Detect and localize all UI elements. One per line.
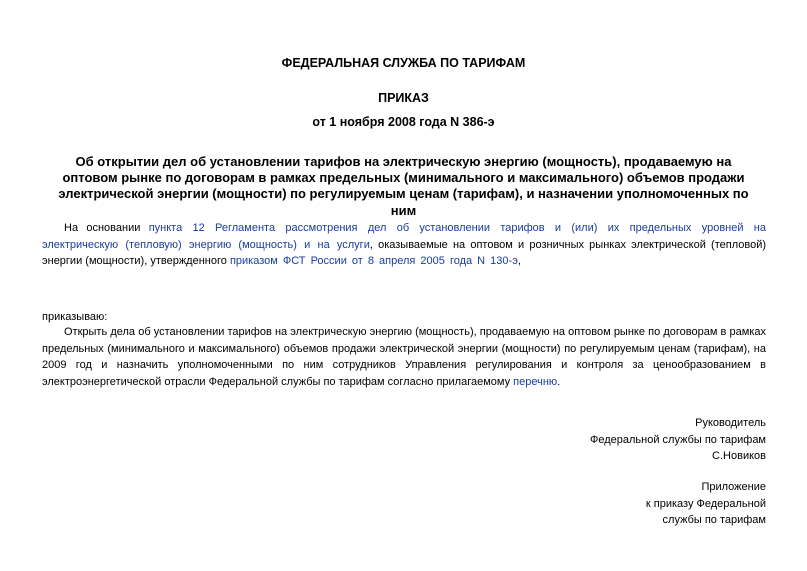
signature-agency: Федеральной службы по тарифам (590, 433, 766, 446)
agency-heading: ФЕДЕРАЛЬНАЯ СЛУЖБА ПО ТАРИФАМ (281, 56, 526, 70)
fst-order-link[interactable]: приказом ФСТ России от 8 апреля 2005 года N 130-э (229, 255, 518, 267)
signature-block (466, 415, 766, 465)
appendix-ref-line2: службы по тарифам (662, 514, 766, 526)
appendix-title: Приложение (701, 481, 766, 493)
order-word: приказываю: (42, 311, 108, 323)
signature-name: С.Новиков (712, 450, 766, 462)
document-title: Об открытии дел об установлении тарифов на электрическую энергию (мощность), продаваемую на оптовом рынке по договорам в рамках предельных (минимального и максимального) объемов продажи электрической энергии (мощности) по регулируемым ценам (тарифам), и назначении уполномоченных по ним (58, 154, 749, 218)
regulation-link[interactable]: пункта 12 Регламента рассмотрения дел об установлении тарифов и (или) их предельных уровней на электрическую (тепловую) энергию (мощность) и на услуги (42, 222, 767, 251)
order-body-paragraph (42, 324, 766, 390)
list-link[interactable]: перечню (513, 375, 558, 388)
signature-position: Руководитель (695, 417, 766, 429)
appendix-block (466, 479, 766, 529)
basis-middle: , оказываемые на оптовом и розничных рынках электрической (тепловой) энергии (мощности), утвержденного (42, 238, 766, 267)
appendix-ref-line1: к приказу Федеральной (645, 497, 766, 510)
order-body-text: Открыть дела об установлении тарифов на электрическую энергию (мощность), продаваемую на оптовом рынке по договорам в рамках предельных (минимального и максимального) объемов продажи электрической энергии (мощности) по регулируемым ценам (тарифам), на 2009 год и назначить уполномоченными по ним сотрудников Управления регулирования и контроля за ценообразованием в электроэнергетической отрасли Федеральной службы по тарифам согласно прилагаемому (42, 326, 766, 388)
basis-suffix: , (517, 255, 521, 267)
basis-paragraph (42, 220, 766, 270)
order-body-suffix: . (557, 375, 561, 388)
date-number-heading: от 1 ноября 2008 года N 386-э (312, 115, 495, 129)
document-type-heading: ПРИКАЗ (378, 91, 429, 105)
basis-prefix: На основании (64, 222, 149, 234)
